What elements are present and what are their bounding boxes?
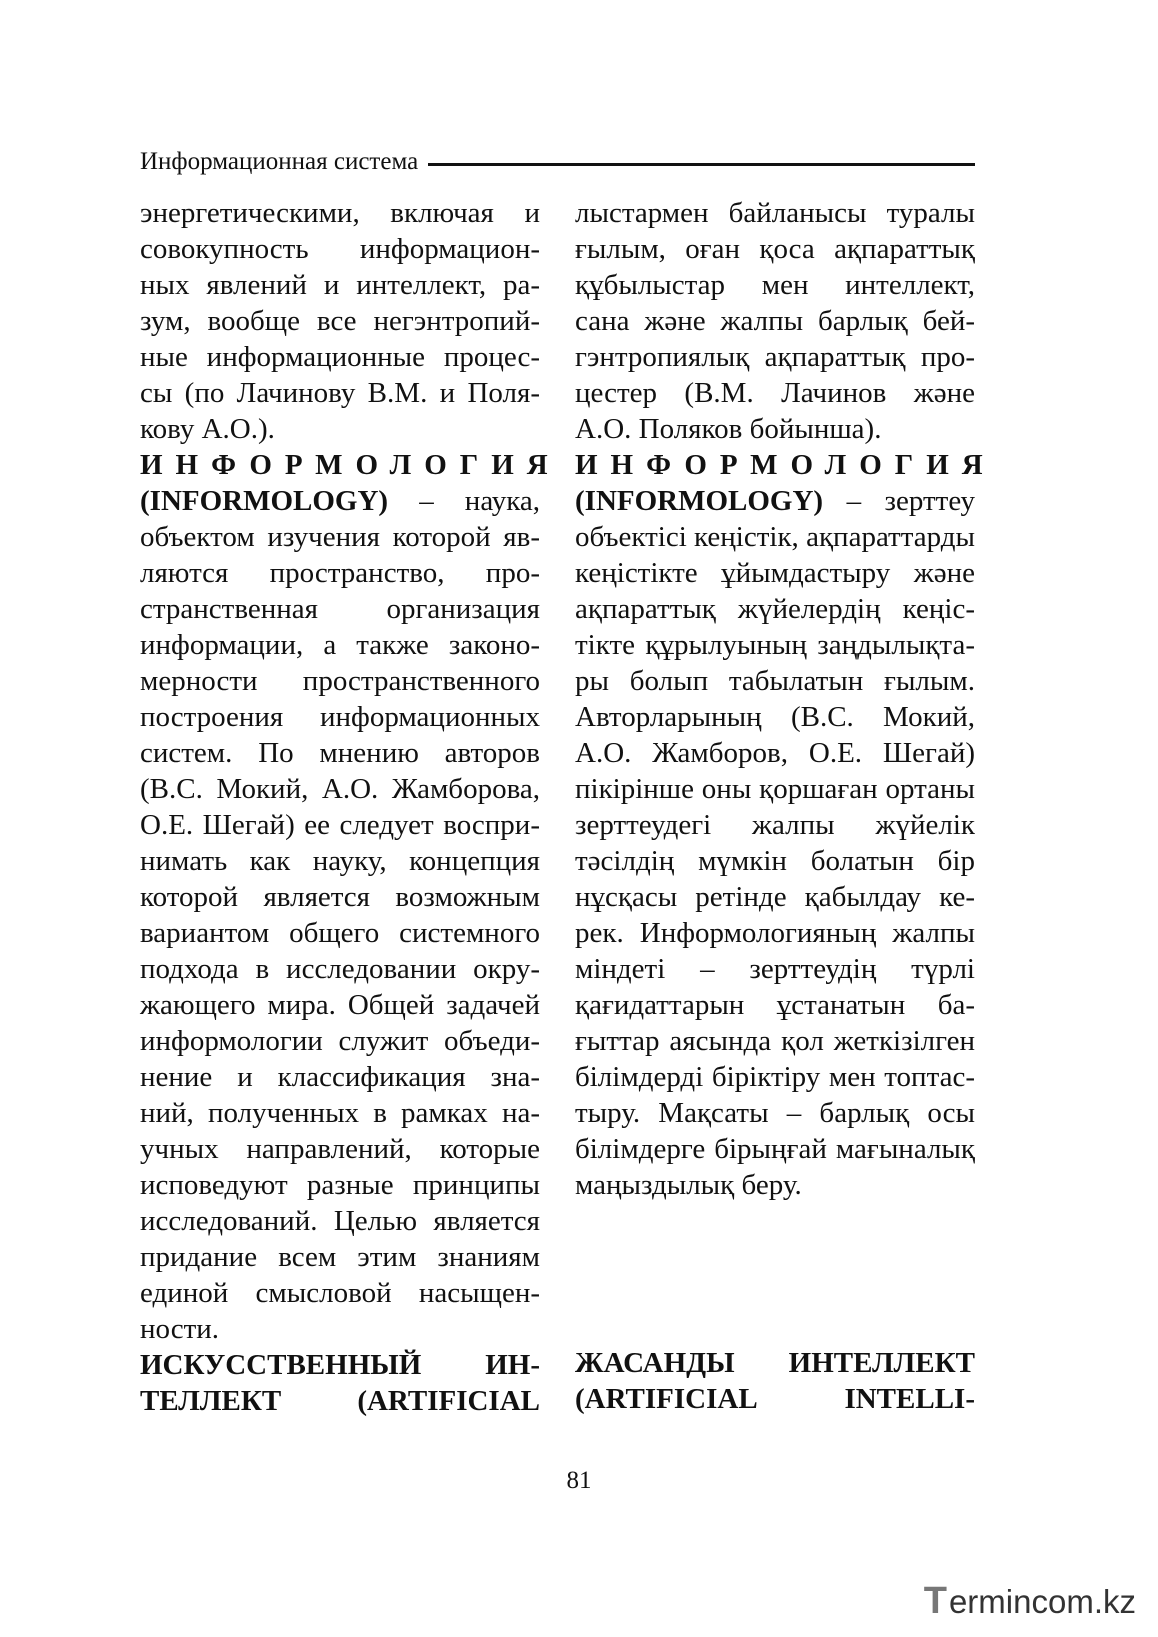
- text-line: объектісі кеңістік, ақпараттарды: [575, 521, 975, 553]
- text-line: А.О. Поляков бойынша).: [575, 413, 882, 445]
- text-line: сы (по Лачинову В.М. и Поля-: [140, 377, 540, 409]
- text-line: (В.С. Мокий, А.О. Жамборова,: [140, 773, 540, 805]
- text-line: тыру. Мақсаты – барлық осы: [575, 1097, 975, 1129]
- term-def-start: – зерттеу: [823, 485, 975, 517]
- text-line: білімдерді біріктіру мен топтас-: [575, 1061, 975, 1093]
- text-line: учных направлений, которые: [140, 1133, 540, 1165]
- text-line: мерности пространственного: [140, 665, 540, 697]
- text-line: А.О. Жамборов, О.Е. Шегай): [575, 737, 975, 769]
- right-column: [575, 195, 996, 1417]
- text-line: кеңістікте ұйымдастыру және: [575, 557, 975, 589]
- term-def-start: – наука,: [388, 485, 540, 517]
- header-rule: [428, 163, 975, 166]
- text-line: О.Е. Шегай) ее следует воспри-: [140, 809, 540, 841]
- text-line: ры болып табылатын ғылым.: [575, 665, 975, 697]
- text-line: тікте құрылуының заңдылықта-: [575, 629, 975, 661]
- running-title: Информационная система: [140, 148, 419, 175]
- text-line: тәсілдің мүмкін болатын бір: [575, 845, 975, 877]
- text-line: лыстармен байланысы туралы: [575, 197, 975, 229]
- left-column: [140, 195, 561, 1419]
- text-line: зерттеудегі жалпы жүйелік: [575, 809, 975, 841]
- text-line: маңыздылық беру.: [575, 1169, 802, 1201]
- column-gap: [575, 1203, 975, 1345]
- text-line: ний, полученных в рамках на-: [140, 1097, 540, 1129]
- term-english-line: [140, 483, 540, 519]
- text-line: ақпараттық жүйелердің кеңіс-: [575, 593, 975, 625]
- text-line: нение и классификация зна-: [140, 1061, 540, 1093]
- text-line: исследований. Целью является: [140, 1205, 540, 1237]
- term-english: (INFORMOLOGY): [575, 485, 824, 517]
- watermark-logo: [924, 1580, 1136, 1623]
- term-english-line: [575, 483, 975, 519]
- text-line: ные информационные процес-: [140, 341, 540, 373]
- text-line: Авторларының (В.С. Мокий,: [575, 701, 975, 733]
- text-line: қағидаттарын ұстанатын ба-: [575, 989, 975, 1021]
- text-line: вариантом общего системного: [140, 917, 540, 949]
- text-line: построения информационных: [140, 701, 540, 733]
- next-term-heading: ИСКУССТВЕННЫЙ ИН-: [140, 1349, 540, 1381]
- text-line: гэнтропиялық ақпараттық про-: [575, 341, 975, 373]
- term-heading: ИНФОРМОЛОГИЯ: [575, 449, 996, 481]
- text-line: совокупность информацион-: [140, 233, 540, 265]
- next-term-heading: (ARTIFICIAL INTELLI-: [575, 1383, 975, 1415]
- text-line: ных явлений и интеллект, ра-: [140, 269, 540, 301]
- running-head: [140, 147, 975, 177]
- text-line: жающего мира. Общей задачей: [140, 989, 540, 1021]
- page-number: 81: [566, 1467, 592, 1494]
- text-line: пікірінше оны қоршаған ортаны: [575, 773, 975, 805]
- text-line: сана және жалпы барлық бей-: [575, 305, 975, 337]
- text-line: цестер (В.М. Лачинов және: [575, 377, 975, 409]
- text-line: білімдерге бірыңғай мағыналық: [575, 1133, 975, 1165]
- text-line: исповедуют разные принципы: [140, 1169, 540, 1201]
- term-heading: ИНФОРМОЛОГИЯ: [140, 449, 561, 481]
- text-line: придание всем этим знаниям: [140, 1241, 540, 1273]
- text-line: зум, вообще все негэнтропий-: [140, 305, 540, 337]
- text-line: единой смысловой насыщен-: [140, 1277, 540, 1309]
- text-line: подхода в исследовании окру-: [140, 953, 540, 985]
- text-line: которой является возможным: [140, 881, 540, 913]
- text-line: ғыттар аясында қол жеткізілген: [575, 1025, 975, 1057]
- text-line: нұсқасы ретінде қабылдау ке-: [575, 881, 975, 913]
- text-line: рек. Информологияның жалпы: [575, 917, 975, 949]
- watermark-text-b: m.kz: [1066, 1582, 1136, 1620]
- text-line: ности.: [140, 1313, 220, 1345]
- text-line: ляются пространство, про-: [140, 557, 540, 589]
- text-line: энергетическими, включая и: [140, 197, 540, 229]
- watermark-text-a: ermincо: [948, 1582, 1067, 1620]
- text-line: міндеті – зерттеудің түрлі: [575, 953, 975, 985]
- text-line: информологии служит объеди-: [140, 1025, 540, 1057]
- text-line: странственная организация: [140, 593, 540, 625]
- text-line: кову А.О.).: [140, 413, 275, 445]
- watermark-t: T: [923, 1580, 947, 1622]
- text-line: нимать как науку, концепция: [140, 845, 540, 877]
- next-term-heading: ТЕЛЛЕКТ (ARTIFICIAL: [140, 1385, 540, 1417]
- text-line: ғылым, оған қоса ақпараттық: [575, 233, 975, 265]
- next-term-heading: ЖАСАНДЫ ИНТЕЛЛЕКТ: [575, 1347, 975, 1379]
- term-english: (INFORMOLOGY): [140, 485, 389, 517]
- text-line: систем. По мнению авторов: [140, 737, 540, 769]
- text-line: құбылыстар мен интеллект,: [575, 269, 975, 301]
- text-line: информации, а также законо-: [140, 629, 540, 661]
- text-line: объектом изучения которой яв-: [140, 521, 540, 553]
